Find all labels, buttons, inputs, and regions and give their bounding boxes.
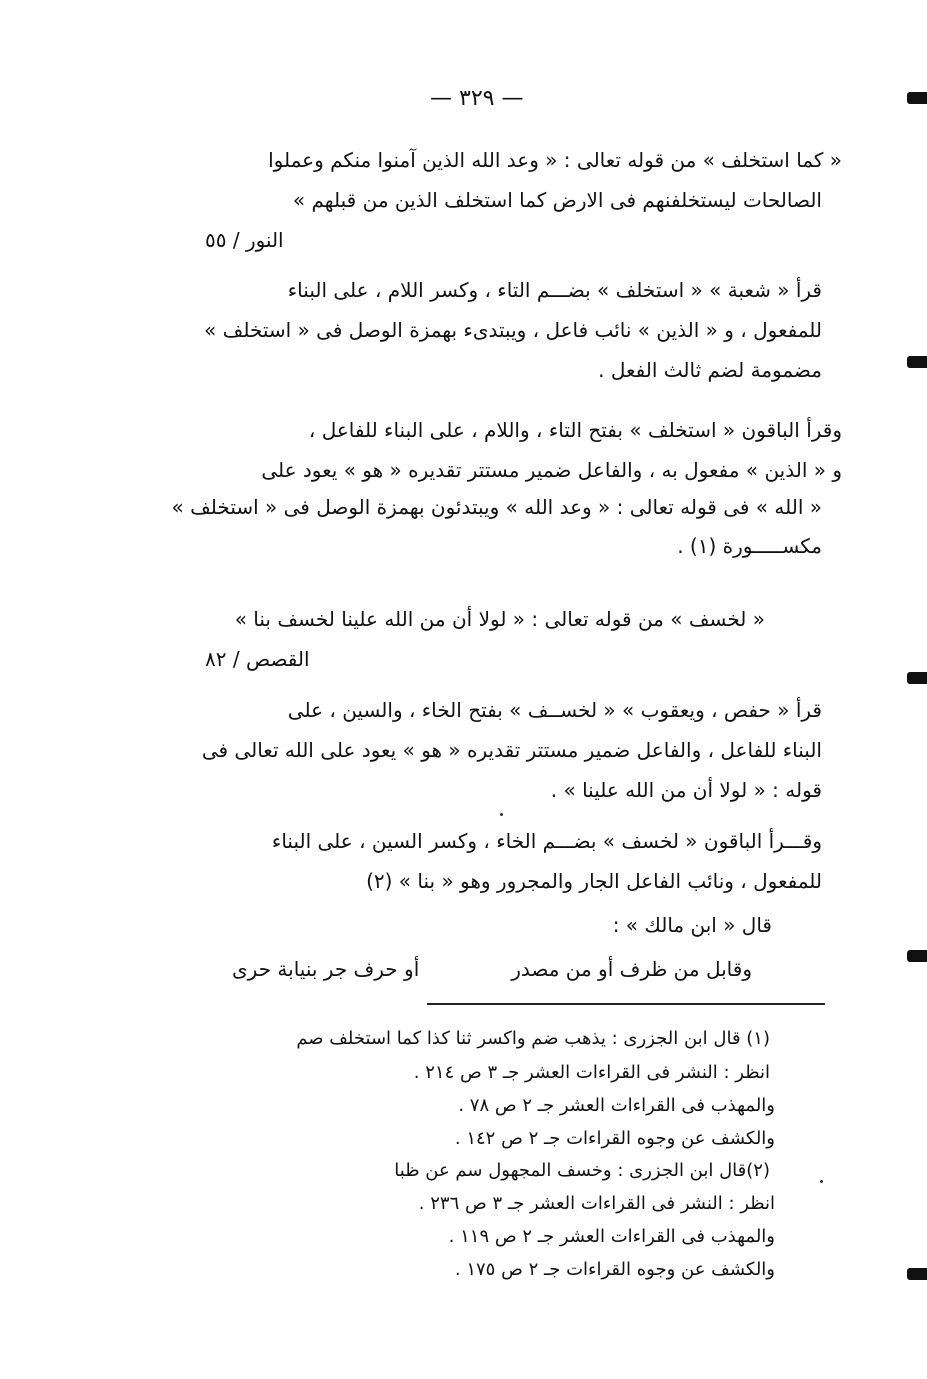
section1-para2-line-4: مكســـــورة (١) . [677,534,822,558]
section2-para1-line-3: قوله : « لولا أن من الله علينا » . [550,778,822,802]
scan-margin-mark [907,950,927,962]
footnote-separator [427,1003,825,1005]
section2-para2-line-2: للمفعول ، ونائب الفاعل الجار والمجرور وهو « بنا » (٢) [366,869,822,893]
scan-margin-mark [907,356,927,368]
section2-para2-line-1: وقـــرأ الباقون « لخسف » بضـــم الخاء ، وكسر السين ، على البناء [271,829,822,853]
footnote-2-line-2: انظر : النشر فى القراءات العشر جـ ٣ ص ٢٣٦ . [418,1193,775,1214]
scan-margin-mark [907,672,927,684]
footnote-2-line-3: والمهذب فى القراءات العشر جـ ٢ ص ١١٩ . [448,1226,775,1247]
verse-second-hemistich: أو حرف جر بنيابة حرى [232,957,420,981]
section2-intro: « لخسف » من قوله تعالى : « لولا أن من الله علينا لخسف بنا » [234,607,765,631]
footnote-2-line-4: والكشف عن وجوه القراءات جـ ٢ ص ١٧٥ . [454,1259,775,1280]
section2-para1-line-1: قرأ « حفص ، ويعقوب » « لخســف » بفتح الخاء ، والسين ، على [287,698,822,722]
section1-para2-line-2: و « الذين » مفعول به ، والفاعل ضمير مستتر تقديره « هو » يعود على [261,458,842,482]
footnote-1-line-1: (١) قال ابن الجزرى : يذهب ضم واكسر ثنا كذا كما استخلف صم [296,1028,770,1049]
section1-reference: النور / ٥٥ [205,228,284,252]
scan-speck [820,1180,823,1183]
footnote-1-line-4: والكشف عن وجوه القراءات جـ ٢ ص ١٤٢ . [454,1128,775,1149]
verse-first-hemistich: وقابل من ظرف أو من مصدر [511,957,752,981]
section1-intro-line-2: الصالحات ليستخلفنهم فى الارض كما استخلف الذين من قبلهم » [292,188,822,212]
section1-para1-line-2: للمفعول ، و « الذين » نائب فاعل ، ويبتدىء بهمزة الوصل فى « استخلف » [204,318,822,342]
section1-para2-line-3: « الله » فى قوله تعالى : « وعد الله » ويبتدئون بهمزة الوصل فى « استخلف » [171,495,822,519]
footnote-2-line-1: (٢)قال ابن الجزرى : وخسف المجهول سم عن ظبا [394,1160,770,1181]
scan-margin-mark [907,1268,927,1280]
quote-intro: قال « ابن مالك » : [612,913,772,937]
section1-para1-line-1: قرأ « شعبة » « استخلف » بضـــم التاء ، وكسر اللام ، على البناء [287,278,822,302]
section2-reference: القصص / ٨٢ [205,647,310,671]
section1-para1-line-3: مضمومة لضم ثالث الفعل . [598,358,822,382]
scan-margin-mark [907,92,927,104]
section2-para1-line-2: البناء للفاعل ، والفاعل ضمير مستتر تقديره « هو » يعود على الله تعالى فى [201,738,822,762]
footnote-1-line-3: والمهذب فى القراءات العشر جـ ٢ ص ٧٨ . [458,1095,775,1116]
page-number: — ٣٢٩ — [430,86,524,111]
section1-para2-line-1: وقرأ الباقون « استخلف » بفتح التاء ، واللام ، على البناء للفاعل ، [308,418,842,442]
section1-intro-line-1: « كما استخلف » من قوله تعالى : « وعد الله الذين آمنوا منكم وعملوا [268,148,842,172]
scan-speck [500,813,503,816]
footnote-1-line-2: انظر : النشر فى القراءات العشر جـ ٣ ص ٢١٤ . [413,1062,770,1083]
